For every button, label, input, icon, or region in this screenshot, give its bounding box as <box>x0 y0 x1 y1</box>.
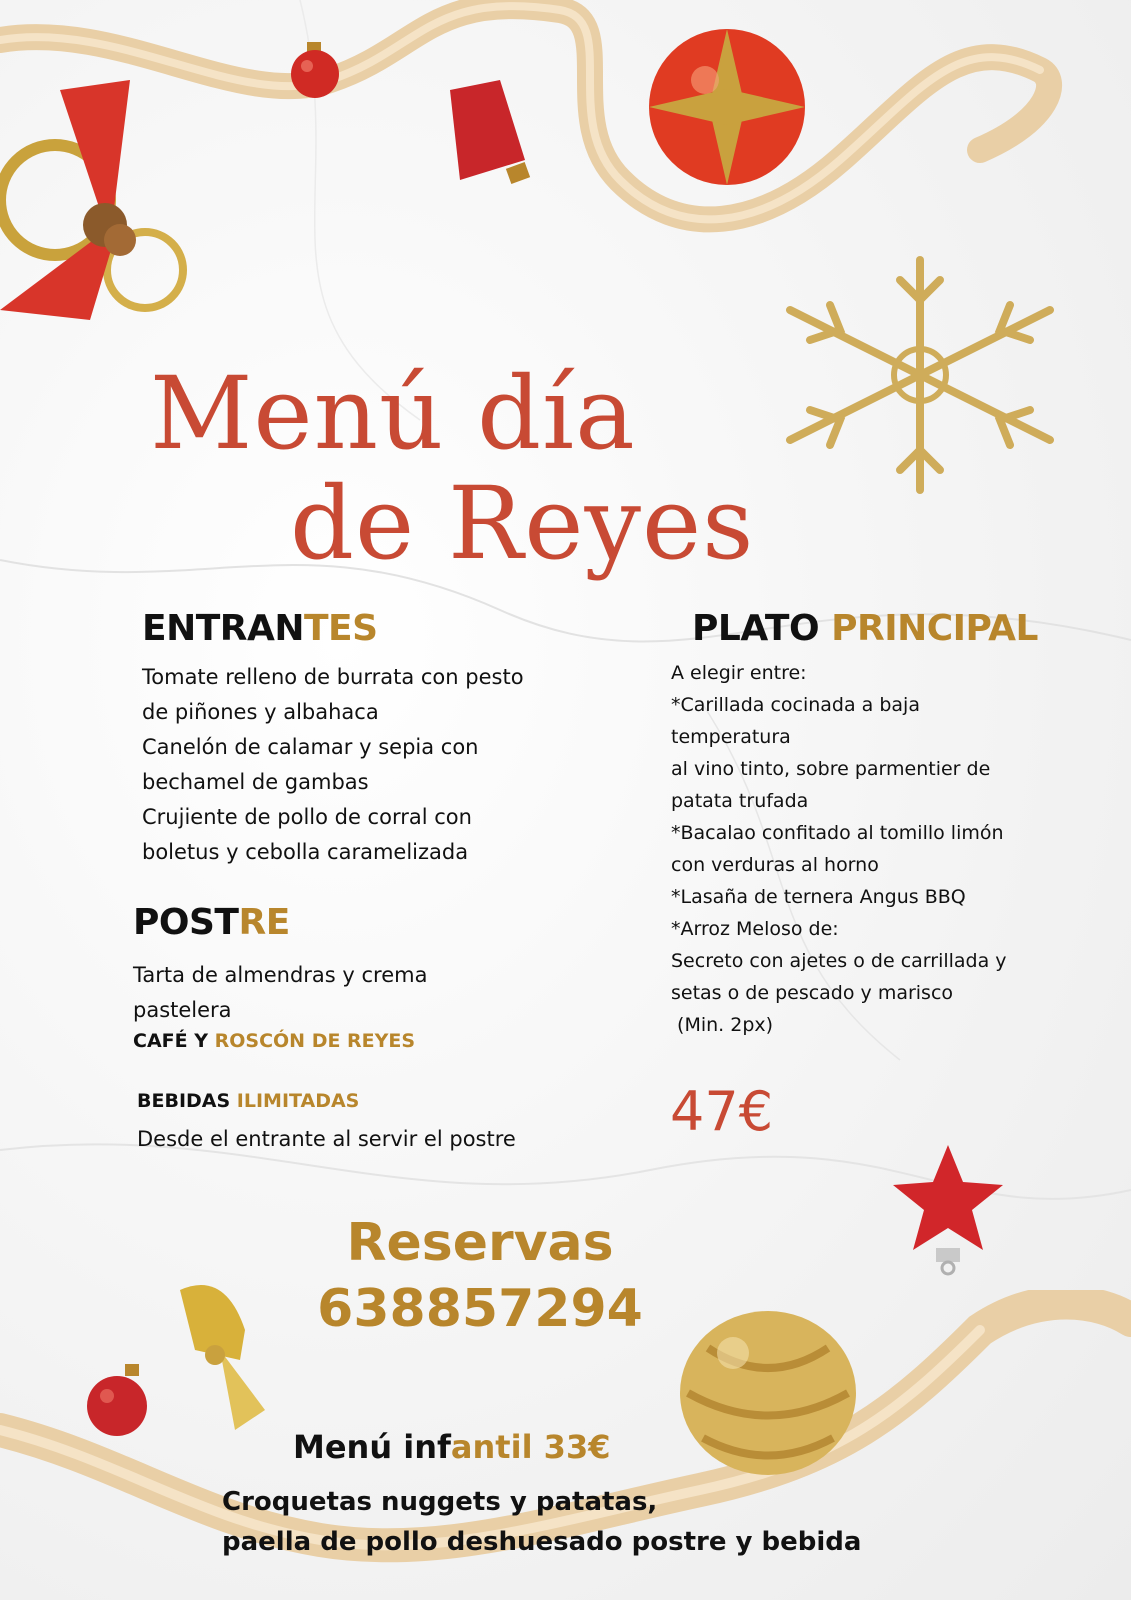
principal-line: con verduras al horno <box>671 854 879 876</box>
entrantes-line: Tomate relleno de burrata con pesto <box>142 665 524 689</box>
infantil-line: Croquetas nuggets y patatas, <box>222 1487 658 1517</box>
bebidas-heading-part2: ILIMITADAS <box>236 1090 360 1112</box>
cafe-roscon-label <box>133 1030 415 1052</box>
cafe-label-part2: ROSCÓN DE REYES <box>214 1030 416 1052</box>
postre-heading-part1: POST <box>133 902 239 943</box>
postre-heading-part2: RE <box>238 902 290 943</box>
postre-list <box>133 958 427 1028</box>
principal-line: Secreto con ajetes o de carrillada y <box>671 950 1007 972</box>
bebidas-text: Desde el entrante al servir el postre <box>137 1127 516 1151</box>
postre-line: pastelera <box>133 998 232 1022</box>
entrantes-heading <box>142 608 378 649</box>
principal-line: *Bacalao confitado al tomillo limón <box>671 822 1004 844</box>
reservas-phone[interactable]: 638857294 <box>317 1279 643 1339</box>
principal-line: *Lasaña de ternera Angus BBQ <box>671 886 966 908</box>
red-star-decoration <box>888 1140 1008 1280</box>
principal-line: al vino tinto, sobre parmentier de <box>671 758 991 780</box>
menu-infantil-description <box>222 1482 861 1562</box>
bebidas-heading <box>137 1090 359 1112</box>
cafe-label-part1: CAFÉ Y <box>133 1030 215 1052</box>
principal-line: setas o de pescado y marisco <box>671 982 954 1004</box>
principal-line: *Carillada cocinada a baja <box>671 694 920 716</box>
red-gold-ball-decoration <box>645 25 810 190</box>
red-ball-bottom-decoration <box>85 1360 155 1440</box>
principal-line: A elegir entre: <box>671 662 807 684</box>
principal-heading-part1: PLATO <box>692 608 832 649</box>
reservas-label: Reservas <box>346 1213 614 1273</box>
postre-line: Tarta de almendras y crema <box>133 963 428 987</box>
entrantes-heading-part1: ENTRAN <box>142 608 304 649</box>
infantil-line: paella de pollo deshuesado postre y bebida <box>222 1527 862 1557</box>
gold-bell-decoration <box>165 1270 285 1440</box>
menu-price: 47€ <box>670 1080 774 1143</box>
principal-line: (Min. 2px) <box>671 1014 774 1036</box>
entrantes-line: de piñones y albahaca <box>142 700 379 724</box>
gold-ball-decoration <box>678 1308 858 1478</box>
principal-heading-part2: PRINCIPAL <box>831 608 1038 649</box>
menu-infantil-heading <box>293 1428 610 1466</box>
principal-line: patata trufada <box>671 790 809 812</box>
entrantes-line: bechamel de gambas <box>142 770 369 794</box>
entrantes-heading-part2: TES <box>304 608 378 649</box>
entrantes-line: Canelón de calamar y sepia con <box>142 735 479 759</box>
menu-title-line2: de Reyes <box>290 465 755 582</box>
principal-list <box>671 657 1007 1041</box>
infantil-heading-part1: Menú inf <box>293 1428 451 1466</box>
entrantes-line: boletus y cebolla caramelizada <box>142 840 469 864</box>
red-bell-decoration <box>430 70 540 190</box>
entrantes-line: Crujiente de pollo de corral con <box>142 805 472 829</box>
infantil-heading-part2: antil 33€ <box>450 1428 611 1466</box>
menu-title-line1: Menú día <box>150 355 636 472</box>
principal-line: temperatura <box>671 726 791 748</box>
principal-line: *Arroz Meloso de: <box>671 918 839 940</box>
bow-ornament-decoration <box>0 40 220 340</box>
bebidas-heading-part1: BEBIDAS <box>137 1090 237 1112</box>
gold-snowflake-decoration <box>770 250 1070 500</box>
postre-heading <box>133 902 290 943</box>
principal-heading <box>692 608 1038 649</box>
red-ball-small-decoration <box>285 40 345 100</box>
entrantes-list <box>142 660 524 870</box>
